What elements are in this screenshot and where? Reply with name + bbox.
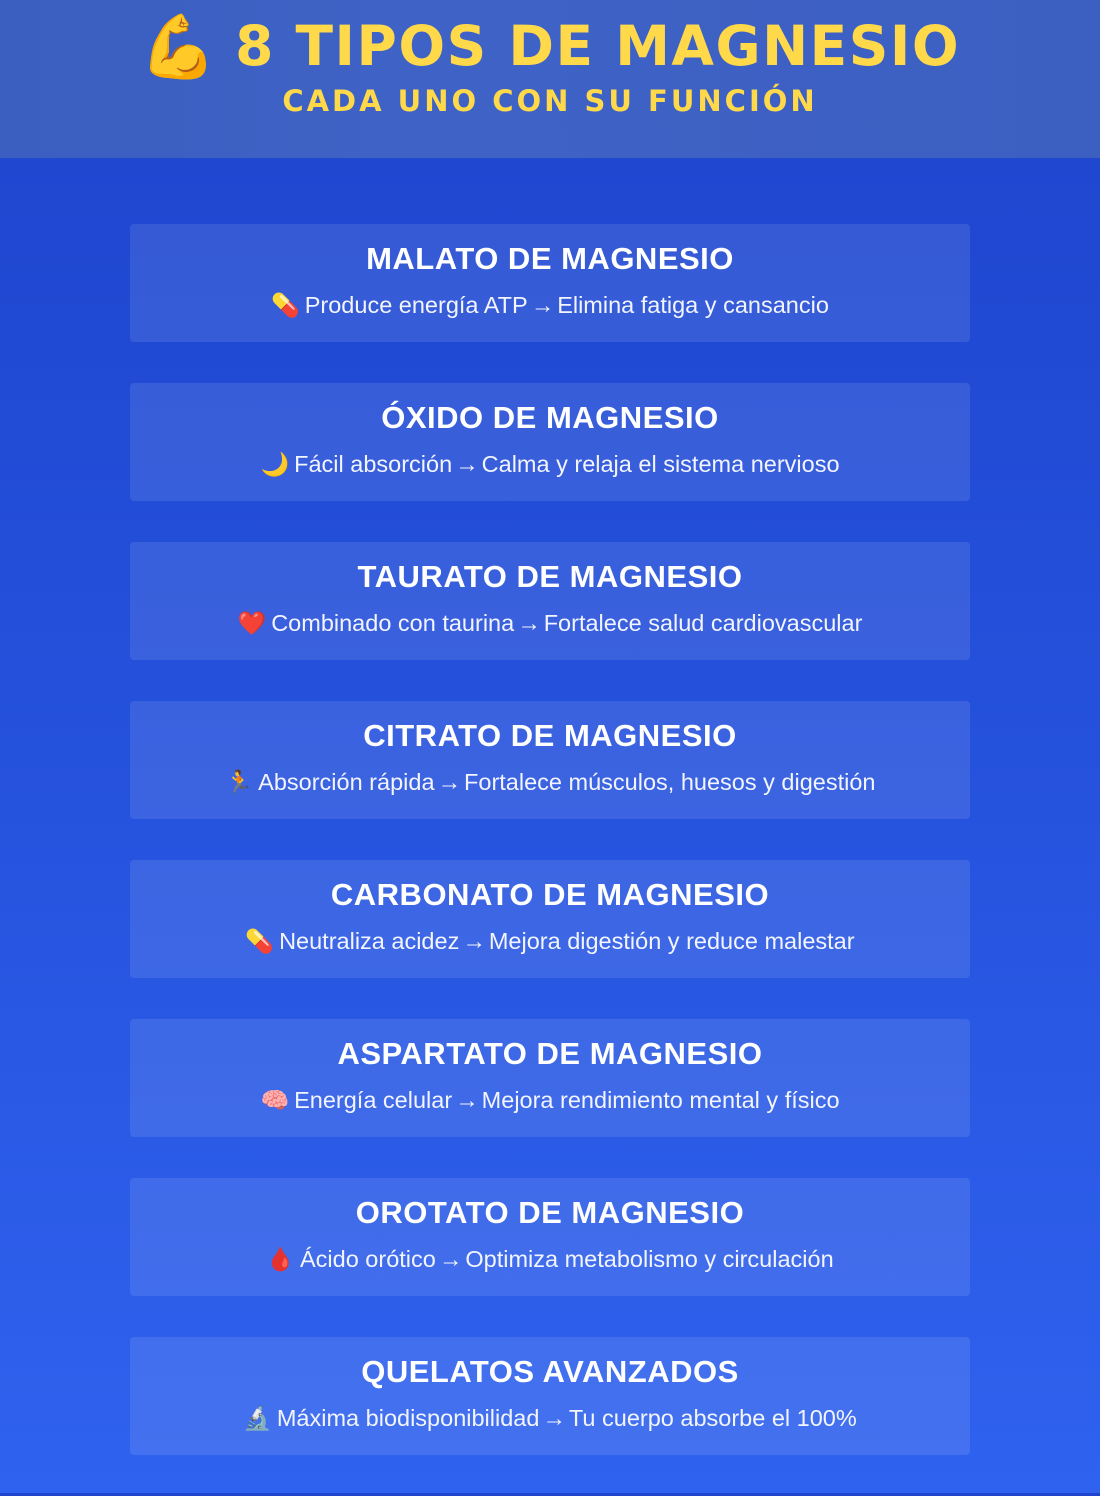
arrow-glyph: → — [455, 451, 479, 478]
card-description — [130, 290, 970, 321]
header-title-row — [0, 13, 1100, 82]
flexed-biceps-icon: 💪 — [139, 13, 218, 82]
blood-drop-emoji-icon: 🩸 — [266, 1246, 295, 1273]
card-title: MALATO DE MAGNESIO — [366, 241, 734, 276]
card-effect: Tu cuerpo absorbe el 100% — [568, 1405, 857, 1432]
list-item — [130, 383, 970, 501]
brain-emoji-icon: 🧠 — [260, 1087, 290, 1114]
card-benefit: Neutraliza acidez — [279, 928, 460, 955]
page-subtitle: CADA UNO CON SU FUNCIÓN — [282, 84, 818, 118]
runner-emoji-icon: 🏃 — [224, 769, 254, 796]
card-effect: Fortalece músculos, huesos y digestión — [464, 769, 876, 796]
list-item — [130, 1019, 970, 1137]
card-description — [130, 608, 970, 639]
arrow-glyph: → — [517, 610, 541, 637]
card-title: ÓXIDO DE MAGNESIO — [381, 400, 719, 435]
card-title: QUELATOS AVANZADOS — [361, 1354, 739, 1389]
card-effect: Optimiza metabolismo y circulación — [465, 1246, 834, 1273]
microscope-emoji-icon: 🔬 — [243, 1405, 272, 1432]
arrow-glyph: → — [462, 928, 486, 955]
arrow-glyph: → — [438, 1246, 463, 1273]
card-effect: Fortalece salud cardiovascular — [543, 610, 863, 637]
capsule-emoji-icon: 💊 — [245, 928, 275, 955]
card-benefit: Absorción rápida — [258, 769, 435, 796]
card-title: TAURATO DE MAGNESIO — [357, 559, 743, 594]
card-description — [130, 1085, 970, 1116]
card-benefit: Energía celular — [294, 1087, 453, 1114]
card-benefit: Ácido orótico — [299, 1246, 436, 1273]
poster-header — [0, 0, 1100, 158]
list-item — [130, 1337, 970, 1455]
red-heart-emoji-icon: ❤️ — [237, 610, 267, 637]
card-title: OROTATO DE MAGNESIO — [355, 1195, 745, 1230]
list-item — [130, 542, 970, 660]
card-title: CITRATO DE MAGNESIO — [363, 718, 737, 753]
pill-emoji-icon: 💊 — [271, 292, 300, 319]
card-benefit: Combinado con taurina — [271, 610, 515, 637]
arrow-glyph: → — [437, 769, 462, 796]
card-effect: Mejora digestión y reduce malestar — [488, 928, 855, 955]
card-title: ASPARTATO DE MAGNESIO — [337, 1036, 763, 1071]
list-item — [130, 860, 970, 978]
card-benefit: Máxima biodisponibilidad — [276, 1405, 540, 1432]
list-item — [130, 1178, 970, 1296]
page-title: 8 TIPOS DE MAGNESIO — [235, 14, 961, 78]
card-benefit: Fácil absorción — [294, 451, 453, 478]
card-effect: Mejora rendimiento mental y físico — [481, 1087, 840, 1114]
crescent-moon-emoji-icon: 🌙 — [260, 451, 290, 478]
list-item — [130, 701, 970, 819]
card-effect: Calma y relaja el sistema nervioso — [481, 451, 840, 478]
list-item — [130, 224, 970, 342]
card-title: CARBONATO DE MAGNESIO — [330, 877, 770, 912]
card-description — [130, 767, 970, 798]
card-description — [130, 449, 970, 480]
card-description — [130, 1244, 970, 1275]
card-description — [130, 926, 970, 957]
arrow-glyph: → — [530, 292, 555, 319]
card-effect: Elimina fatiga y cansancio — [557, 292, 829, 319]
arrow-glyph: → — [542, 1405, 566, 1432]
arrow-glyph: → — [455, 1087, 479, 1114]
card-description — [130, 1403, 970, 1434]
card-benefit: Produce energía ATP — [304, 292, 528, 319]
cards-list — [0, 158, 1100, 1496]
